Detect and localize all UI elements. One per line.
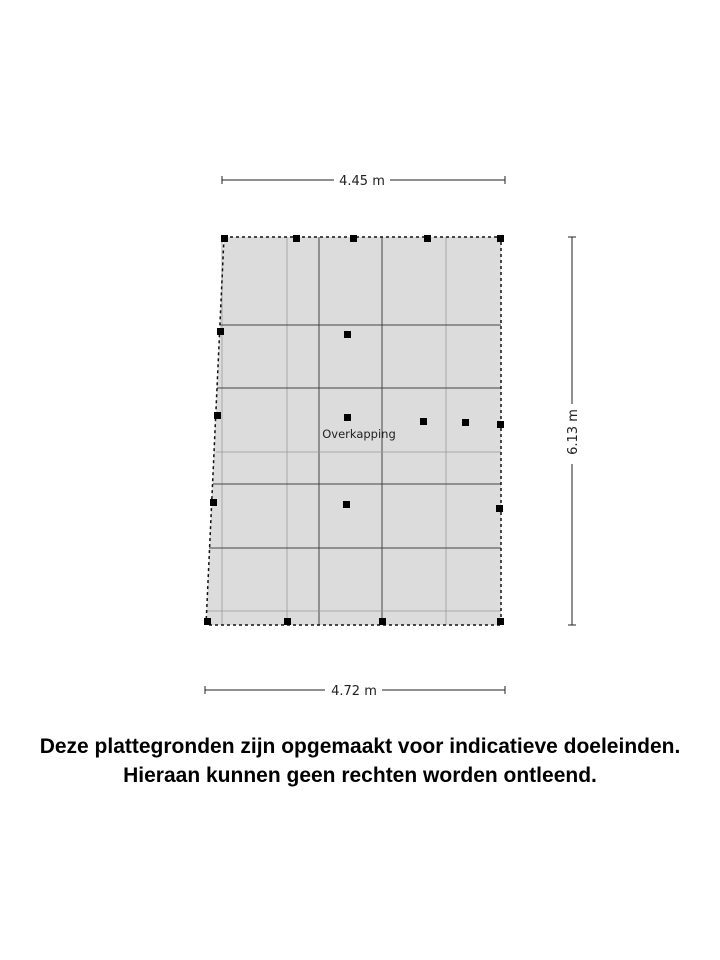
room-label: Overkapping — [322, 427, 396, 441]
post — [497, 421, 504, 428]
post — [217, 328, 224, 335]
post — [204, 618, 211, 625]
post — [344, 331, 351, 338]
post — [497, 235, 504, 242]
post — [496, 505, 503, 512]
post — [344, 414, 351, 421]
post — [350, 235, 357, 242]
post — [420, 418, 427, 425]
post — [424, 235, 431, 242]
top-dimension — [222, 174, 505, 189]
right-dimension-label: 6.13 m — [566, 409, 581, 455]
disclaimer-line-2: Hieraan kunnen geen rechten worden ontleend. — [123, 764, 597, 787]
post — [462, 419, 469, 426]
right-dimension — [566, 237, 581, 625]
post — [497, 618, 504, 625]
post — [210, 499, 217, 506]
post — [221, 235, 228, 242]
post — [284, 618, 291, 625]
disclaimer — [0, 732, 720, 790]
post — [293, 235, 300, 242]
disclaimer-line-1: Deze plattegronden zijn opgemaakt voor indicatieve doeleinden. — [39, 735, 681, 758]
bottom-dimension-label: 4.72 m — [331, 684, 377, 699]
post — [379, 618, 386, 625]
top-dimension-label: 4.45 m — [339, 174, 385, 189]
bottom-dimension — [205, 684, 505, 699]
post — [343, 501, 350, 508]
post — [214, 412, 221, 419]
